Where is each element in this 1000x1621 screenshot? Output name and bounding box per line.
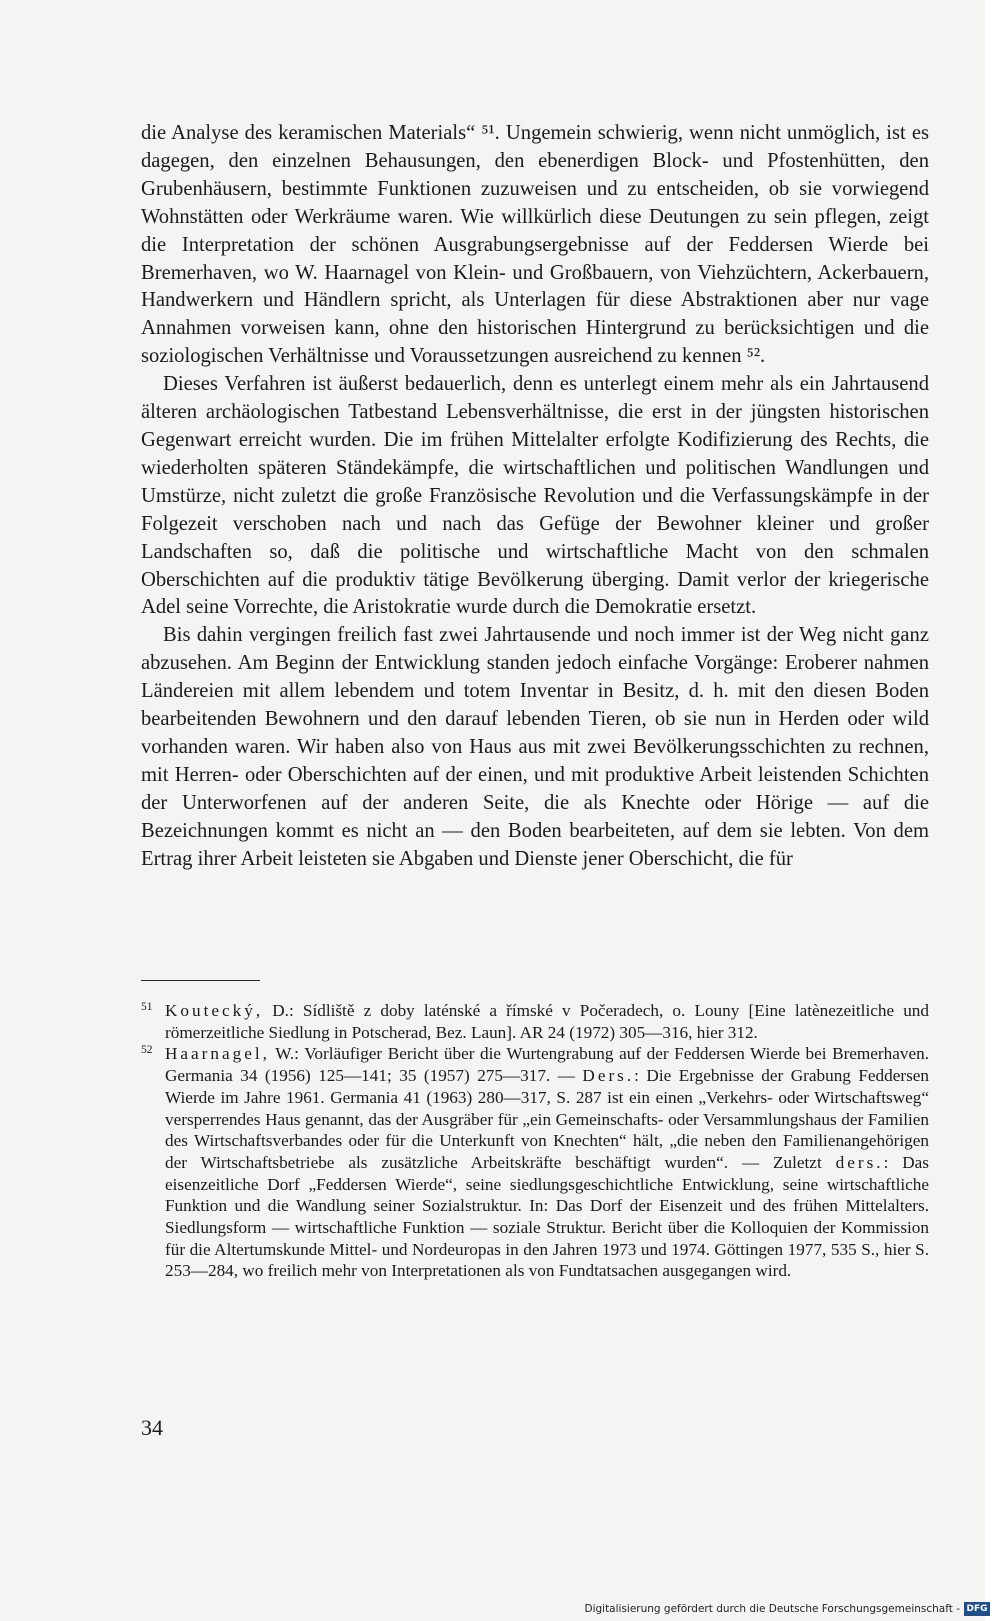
body-text xyxy=(141,120,929,873)
credit-text: Digitalisierung gefördert durch die Deutsche Forschungsgemeinschaft - xyxy=(584,1603,960,1615)
footnote-ders: Ders. xyxy=(582,1066,635,1086)
footnote-51 xyxy=(141,1000,929,1043)
footnote-author: Koutecký, xyxy=(165,1001,264,1020)
dfg-logo-icon: DFG xyxy=(964,1602,990,1616)
footnote-text: : Die Ergebnisse der Grabung Feddersen Wierde im Jahre 1961. Germania 41 (1963) 280—317, S. 287 ist ein einen „Verkehrs- oder Wirtschaftsweg“ versperrendes Haus genannt, das der Ausgräber für „ein Gemeinschafts- oder Versammlungshaus der Familien des Wirtschaftsverbandes oder für die Unterkunft von Knechten“ hält, „die neben den Familienangehörigen der Wirtschaftsbetriebe als zusätzliche Arbeitskräfte beschäftigt wurden“. — Zuletzt xyxy=(165,1066,929,1172)
paragraph: Bis dahin vergingen freilich fast zwei Jahrtausende und noch immer ist der Weg nicht ganz abzusehen. Am Beginn der Entwicklung standen jedoch einfache Vorgänge: Eroberer nahmen Ländereien mit allem lebendem und totem Inventar in Besitz, d. h. mit den diesen Boden bearbeitenden Bewohnern und den darauf lebenden Tieren, ob sie nun in Herden oder wild vorhanden waren. Wir haben also von Haus aus mit zwei Bevölkerungsschichten zu rechnen, mit Herren- oder Oberschichten auf der einen, und mit produktive Arbeit leistenden Schichten der Unterworfenen auf der anderen Seite, die als Knechte oder Hörige — auf die Bezeichnungen kommt es nicht an — den Boden bearbeiteten, auf dem sie lebten. Von dem Ertrag ihrer Arbeit leisteten sie Abgaben und Dienste jener Oberschicht, die für xyxy=(141,624,929,870)
footnote-number: 51 xyxy=(141,1001,153,1013)
page-number: 34 xyxy=(141,1415,163,1440)
footnote-number: 52 xyxy=(141,1044,153,1057)
footnote-author: Haarnagel, xyxy=(165,1044,270,1064)
digitization-credit xyxy=(584,1602,990,1616)
footnote-text: D.: Sídliště z doby laténské a římské v Počeradech, o. Louny [Eine latènezeitliche und römerzeitliche Siedlung in Potscherad, Bez. Laun]. AR 24 (1972) 305—316, hier 312. xyxy=(165,1001,929,1042)
footnote-separator xyxy=(141,980,260,981)
paragraph: die Analyse des keramischen Materials“ ⁵¹. Ungemein schwierig, wenn nicht unmöglich, ist es dagegen, den einzelnen Behausungen, den ebenerdigen Block- und Pfostenhütten, den Grubenhäusern, bestimmte Funktionen zuzuweisen und zu entscheiden, ob sie vorwiegend Wohnstätten oder Werkräume waren. Wie willkürlich diese Deutungen zu sein pflegen, zeigt die Interpretation der schönen Ausgrabungsergebnisse auf der Feddersen Wierde bei Bremerhaven, wo W. Haarnagel von Klein- und Großbauern, von Viehzüchtern, Ackerbauern, Handwerkern und Händlern spricht, als Unterlagen für diese Abstraktionen aber nur vage Annahmen vorweisen kann, ohne den historischen Hintergrund zu berücksichtigen und die soziologischen Verhältnisse und Voraussetzungen ausreichend zu kennen ⁵². xyxy=(141,122,929,368)
footnote-ders: ders. xyxy=(835,1152,884,1172)
footnote-52 xyxy=(141,1043,929,1282)
page-margin xyxy=(985,0,1000,1621)
footnote-text: : Das eisenzeitliche Dorf „Feddersen Wierde“, seine siedlungsgeschichtliche Entwicklung, seine wirtschaftliche Funktion und die Wandlung seiner Sozialstruktur. In: Das Dorf der Eisenzeit und des frühen Mittelalters. Siedlungsform — wirtschaftliche Funktion — soziale Struktur. Bericht über die Kolloquien der Kommission für die Altertumskunde Mittel- und Nordeuropas in den Jahren 1973 und 1974. Göttingen 1977, 535 S., hier S. 253—284, wo freilich mehr von Interpretationen als von Fundtatsachen ausgegangen wird. xyxy=(165,1152,929,1281)
footnote-text: W.: Vorläufiger Bericht über die Wurtengrabung auf der Feddersen Wierde bei Bremerhaven. Germania 34 (1956) 125—141; 35 (1957) 275—317. — xyxy=(165,1044,929,1086)
footnotes xyxy=(141,1000,929,1282)
paragraph: Dieses Verfahren ist äußerst bedauerlich, denn es unterlegt einem mehr als ein Jahrtausend älteren archäologischen Tatbestand Lebensverhältnisse, die erst in der jüngsten historischen Gegenwart erreicht wurden. Die im frühen Mittelalter erfolgte Kodifizierung des Rechts, die wiederholten späteren Ständekämpfe, die wirtschaftlichen und politischen Wandlungen und Umstürze, nicht zuletzt die große Französische Revolution und die Verfassungskämpfe in der Folgezeit verschoben nach und nach das Gefüge der Bewohner kleiner und großer Landschaften so, daß die politische und wirtschaftliche Macht von den schmalen Oberschichten auf die produktiv tätige Bevölkerung überging. Damit verlor der kriegerische Adel seine Vorrechte, die Aristokratie wurde durch die Demokratie ersetzt. xyxy=(141,373,929,619)
